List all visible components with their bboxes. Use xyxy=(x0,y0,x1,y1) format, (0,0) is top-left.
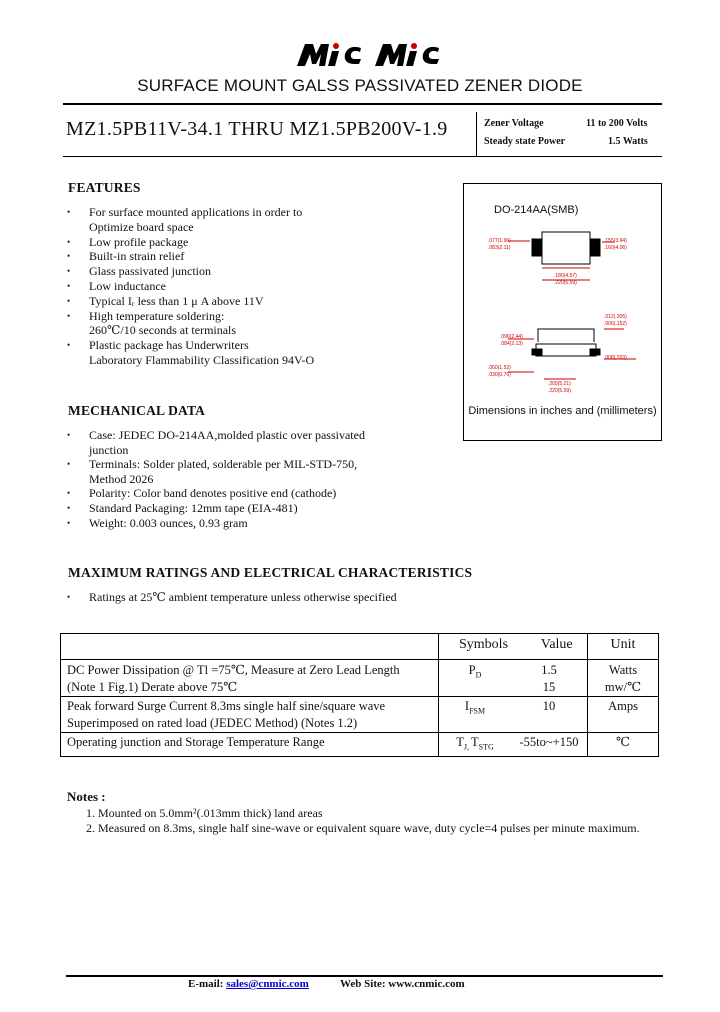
ratings-condition-text: Ratings at 25℃ ambient temperature unless otherwise specified xyxy=(89,590,397,604)
list-item xyxy=(67,234,189,250)
list-item xyxy=(67,279,166,294)
param-desc: Peak forward Surge Current 8.3ms single half sine/square wave xyxy=(67,699,386,713)
symbol-sub: FSM xyxy=(469,706,486,716)
spec-label: Zener Voltage xyxy=(484,118,544,129)
bullet-icon: • xyxy=(67,340,71,351)
list-item-text: Low inductance xyxy=(89,279,166,293)
symbol-sub: J, xyxy=(463,742,471,752)
bullet-icon: • xyxy=(67,459,71,470)
dim-label: .008(.203) xyxy=(604,355,627,361)
col-unit: Unit xyxy=(588,634,659,660)
list-item xyxy=(67,457,358,472)
bullet-icon: • xyxy=(67,207,71,217)
list-item-text: Built-in strain relief xyxy=(89,249,185,264)
dim-label: .083(2.11) xyxy=(488,245,511,251)
bullet-icon: • xyxy=(67,236,71,247)
value-text: 15 xyxy=(542,680,556,694)
notes-heading: Notes : xyxy=(67,789,106,804)
param-desc: Superimposed on rated load (JEDEC Method) (Notes 1.2) xyxy=(67,716,358,730)
bullet-icon: • xyxy=(67,310,71,321)
unit-cell: Amps xyxy=(588,697,659,733)
list-item-text: Polarity: Color band denotes positive end (cathode) xyxy=(89,486,337,501)
header-rule xyxy=(63,156,662,157)
dim-label: .030(0.76) xyxy=(488,372,511,378)
list-item xyxy=(89,323,236,338)
dim-label: .012(.305) xyxy=(604,314,627,320)
footer-rule xyxy=(66,975,663,977)
dim-label: .155(3.94) xyxy=(604,238,627,244)
list-item-text: Laboratory Flammability Classification 94V-O xyxy=(89,353,315,367)
title-rule xyxy=(63,103,662,105)
bullet-icon: • xyxy=(67,430,71,440)
param-desc: (Note 1 Fig.1) Derate above 75℃ xyxy=(67,680,238,694)
bullet-icon: • xyxy=(67,266,71,277)
note-item: 2. Measured on 8.3ms, single half sine-wave or equivalent square wave, duty cycle=4 pulses per minute maximum. xyxy=(86,821,640,835)
dim-label: .084(2.13) xyxy=(500,341,523,347)
list-item xyxy=(67,308,225,324)
document-title: SURFACE MOUNT GALSS PASSIVATED ZENER DIODE xyxy=(137,76,583,95)
footer-website xyxy=(340,978,465,990)
spec-value: 1.5 Watts xyxy=(608,136,648,147)
package-title: DO-214AA(SMB) xyxy=(494,204,579,216)
list-item xyxy=(67,501,298,516)
unit-text: Watts xyxy=(608,663,638,677)
list-item-text: junction xyxy=(89,442,129,457)
symbol-cell xyxy=(439,697,512,733)
package-drawing xyxy=(463,183,662,441)
bullet-icon: • xyxy=(67,281,71,291)
ratings-heading: MAXIMUM RATINGS AND ELECTRICAL CHARACTERISTICS xyxy=(68,565,473,580)
list-item-text: Terminals: Solder plated, solderable per MIL-STD-750, xyxy=(89,457,358,472)
symbol-text: P xyxy=(468,663,476,677)
list-item-text: Optimize board space xyxy=(89,219,194,234)
param-cell: Operating junction and Storage Temperature Range xyxy=(61,733,439,757)
param-desc: DC Power Dissipation @ Tl =75℃, Measure at Zero Lead Length xyxy=(67,663,400,677)
table-row xyxy=(61,697,659,733)
list-item-text: Glass passivated junction xyxy=(89,264,211,279)
list-item xyxy=(67,428,365,443)
list-item xyxy=(67,486,337,501)
list-item xyxy=(67,205,303,220)
list-item-text: High temperature soldering: xyxy=(89,308,225,323)
value-cell: 10 xyxy=(511,697,588,733)
bullet-icon: • xyxy=(67,295,71,306)
symbol-sub: STG xyxy=(478,742,494,752)
package-caption: Dimensions in inches and (millimeters) xyxy=(468,405,657,417)
list-item-text: Standard Packaging: 12mm tape (EIA-481) xyxy=(89,501,298,515)
value-cell xyxy=(511,660,588,697)
list-item xyxy=(67,293,264,309)
unit-cell: ℃ xyxy=(588,733,659,757)
symbol-text: I xyxy=(464,699,470,713)
mechanical-heading: MECHANICAL DATA xyxy=(68,403,206,418)
email-link[interactable]: sales@cnmic.com xyxy=(226,978,309,990)
list-item xyxy=(67,249,185,264)
param-cell xyxy=(61,660,439,697)
list-item xyxy=(89,472,153,487)
symbol-sub: D xyxy=(475,670,482,680)
ratings-condition-note: • Ratings at 25℃ ambient temperature unless otherwise specified xyxy=(67,590,397,604)
dim-label: .077(1.96) xyxy=(488,238,511,244)
bullet-icon: • xyxy=(67,488,71,499)
features-heading: FEATURES xyxy=(68,180,141,195)
list-item-text: Typical Iᵣ less than 1 μ A above 11V xyxy=(89,293,264,308)
col-symbols: Symbols xyxy=(459,637,509,652)
list-item-text: 260℃/10 seconds at terminals xyxy=(89,323,237,338)
value-cell: -55to~+150 xyxy=(511,733,588,757)
bullet-icon: • xyxy=(67,503,71,513)
value-text: 1.5 xyxy=(541,663,557,677)
symbol-cell xyxy=(439,660,512,697)
symbol-text: T xyxy=(456,735,464,749)
dim-label: .180(4.57) xyxy=(554,273,577,279)
symbol-text: T xyxy=(471,735,479,749)
note-item: 1. Mounted on 5.0mm²(.013mm thick) land areas xyxy=(86,806,323,820)
ratings-table xyxy=(60,633,659,757)
bullet-icon: • xyxy=(67,251,71,262)
footer-email xyxy=(188,978,309,990)
package-outline-diagram xyxy=(464,184,661,440)
dim-label: .220(5.59) xyxy=(554,280,577,286)
list-item-text: Low profile package xyxy=(89,234,189,249)
param-cell xyxy=(61,697,439,733)
web-label: Web Site: xyxy=(340,978,386,990)
bullet-icon: • xyxy=(67,517,71,528)
dim-label: .096(2.44) xyxy=(500,334,523,340)
email-label: E-mail: xyxy=(188,978,224,990)
table-row xyxy=(61,660,659,697)
part-range-title: MZ1.5PB11V-34.1 THRU MZ1.5PB200V-1.9 xyxy=(66,118,448,140)
dim-label: .060(1.52) xyxy=(488,365,511,371)
table-header-cell xyxy=(439,634,588,660)
web-link[interactable]: www.cnmic.com xyxy=(388,978,465,990)
dim-label: .160(4.06) xyxy=(604,245,627,251)
table-header-cell xyxy=(61,634,439,660)
table-header-row xyxy=(61,634,659,660)
col-value: Value xyxy=(540,637,573,652)
unit-text: mw/℃ xyxy=(604,680,642,694)
list-item xyxy=(67,515,248,531)
list-item-text: For surface mounted applications in order to xyxy=(89,205,303,219)
unit-cell xyxy=(588,660,659,697)
list-item xyxy=(89,220,194,235)
spec-value: 11 to 200 Volts xyxy=(586,118,648,129)
symbol-cell xyxy=(439,733,512,757)
dim-label: .205(5.21) xyxy=(548,381,571,387)
list-item xyxy=(67,264,211,279)
list-item-text: Method 2026 xyxy=(89,471,154,486)
spec-divider xyxy=(476,112,477,156)
dim-label: .006(.152) xyxy=(604,321,627,327)
list-item xyxy=(89,353,314,368)
spec-label: Steady state Power xyxy=(484,136,566,147)
list-item-text: Weight: 0.003 ounces, 0.93 gram xyxy=(89,515,248,530)
list-item-text: Case: JEDEC DO-214AA,molded plastic over passivated xyxy=(89,428,365,442)
table-row xyxy=(61,733,659,757)
list-item-text: Plastic package has Underwriters xyxy=(89,338,249,353)
list-item xyxy=(67,338,249,353)
list-item xyxy=(89,443,128,458)
dim-label: .220(5.59) xyxy=(548,388,571,394)
mic-logo xyxy=(295,40,440,68)
